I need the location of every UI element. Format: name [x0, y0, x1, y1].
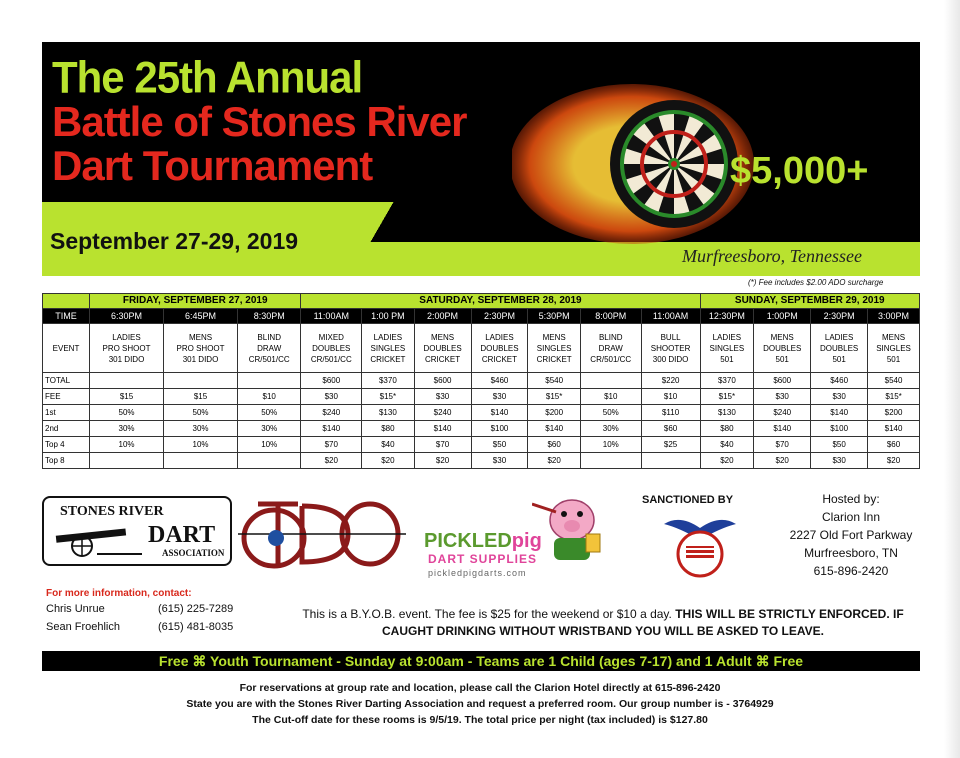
payout-cell: $20 [362, 453, 414, 469]
payout-cell: $540 [868, 373, 920, 389]
event-cell [238, 324, 301, 373]
payout-cell: $140 [301, 421, 362, 437]
payout-cell: 10% [90, 437, 164, 453]
payout-row [43, 405, 920, 421]
payout-cell: $240 [754, 405, 811, 421]
cannon-icon [52, 522, 148, 558]
day-header: SUNDAY, SEPTEMBER 29, 2019 [700, 294, 919, 309]
payout-cell: $40 [700, 437, 754, 453]
prize-amount: $5,000+ [730, 150, 869, 192]
byob-warning: THIS WILL BE STRICTLY ENFORCED. IF CAUGHT DRINKING WITHOUT WRISTBAND YOU WILL BE ASKED TO LEAVE. [382, 607, 904, 638]
banner-slant [342, 202, 422, 242]
payout-cell: $600 [414, 373, 471, 389]
time-cell: 12:30PM [700, 309, 754, 324]
payout-cell: 10% [580, 437, 641, 453]
flaming-dartboard-icon [512, 72, 762, 252]
payout-cell: $240 [301, 405, 362, 421]
event-line: MENS [770, 332, 794, 342]
payout-cell [580, 453, 641, 469]
payout-cell: $30 [811, 453, 868, 469]
event-line: DOUBLES [312, 343, 351, 353]
event-line: DRAW [598, 343, 623, 353]
hotel-reservation-info [60, 680, 900, 728]
payout-cell [238, 453, 301, 469]
payout-cell: $60 [868, 437, 920, 453]
byob-plain: This is a B.Y.O.B. event. The fee is $25 for the weekend or $10 a day. [302, 607, 672, 621]
payout-cell: $600 [301, 373, 362, 389]
host-line: Hosted by: [822, 492, 880, 506]
title-line-1: The 25th Annual [52, 52, 363, 103]
time-row [43, 309, 920, 324]
title-line-3: Dart Tournament [52, 142, 373, 189]
payout-cell: 50% [90, 405, 164, 421]
payout-cell: 30% [90, 421, 164, 437]
time-cell: 2:30PM [471, 309, 528, 324]
contact-name: Sean Froehlich [46, 621, 120, 633]
payout-cell: $30 [471, 389, 528, 405]
event-row [43, 324, 920, 373]
event-line: SINGLES [370, 343, 406, 353]
time-cell: 5:30PM [528, 309, 580, 324]
payout-cell: $80 [700, 421, 754, 437]
hotel-line: The Cut-off date for these rooms is 9/5/19. The total price per night (tax included) is $127.80 [252, 714, 708, 726]
event-line: SINGLES [536, 343, 572, 353]
payout-cell: $25 [641, 437, 700, 453]
contact-name: Chris Unrue [46, 603, 105, 615]
event-label: EVENT [43, 324, 90, 373]
payout-cell: 30% [238, 421, 301, 437]
payout-cell: $140 [528, 421, 580, 437]
payout-row-label: 1st [43, 405, 90, 421]
payout-cell [90, 453, 164, 469]
event-cell [811, 324, 868, 373]
payout-cell: $20 [301, 453, 362, 469]
event-line: LADIES [712, 332, 742, 342]
event-line: CR/501/CC [310, 354, 352, 364]
event-line: SINGLES [876, 343, 911, 353]
event-line: CRICKET [370, 354, 406, 364]
payout-cell: $240 [414, 405, 471, 421]
payout-cell: $10 [641, 389, 700, 405]
event-line: 301 DIDO [108, 354, 145, 364]
payout-cell: $70 [301, 437, 362, 453]
payout-cell: $220 [641, 373, 700, 389]
event-line: CRICKET [481, 354, 518, 364]
payout-cell: 30% [580, 421, 641, 437]
time-cell: 2:30PM [811, 309, 868, 324]
event-line: 501 [832, 354, 846, 364]
event-line: LADIES [824, 332, 854, 342]
payout-cell: $15* [868, 389, 920, 405]
time-label: TIME [43, 309, 90, 324]
byob-notice [280, 606, 926, 640]
payout-cell: $540 [528, 373, 580, 389]
pickled-pig-url: pickledpigdarts.com [428, 568, 527, 578]
day-header-row [43, 294, 920, 309]
time-cell: 2:00PM [414, 309, 471, 324]
payout-cell: $60 [528, 437, 580, 453]
payout-cell: $140 [754, 421, 811, 437]
time-cell: 1:00PM [754, 309, 811, 324]
day-header-spacer [43, 294, 90, 309]
payout-cell: $20 [868, 453, 920, 469]
tdo-logo [238, 494, 408, 576]
contact-phone: (615) 481-8035 [158, 621, 234, 633]
payout-cell: $50 [811, 437, 868, 453]
event-line: MENS [188, 332, 213, 342]
payout-row [43, 421, 920, 437]
title-line-2: Battle of Stones River [52, 98, 467, 145]
day-header: FRIDAY, SEPTEMBER 27, 2019 [90, 294, 301, 309]
event-line: DOUBLES [423, 343, 462, 353]
time-cell: 11:00AM [301, 309, 362, 324]
payout-cell: $15* [528, 389, 580, 405]
payout-cell: $15 [164, 389, 238, 405]
logo-dart: DART [148, 522, 216, 548]
payout-cell: $30 [754, 389, 811, 405]
time-cell: 6:45PM [164, 309, 238, 324]
stones-river-dart-association-logo [42, 496, 232, 566]
payout-cell: 30% [164, 421, 238, 437]
payout-cell: $30 [471, 453, 528, 469]
event-line: 501 [775, 354, 789, 364]
event-line: DOUBLES [820, 343, 859, 353]
payout-cell: $200 [868, 405, 920, 421]
pig-mascot-icon [532, 494, 612, 562]
event-cell [301, 324, 362, 373]
event-line: BLIND [257, 332, 281, 342]
payout-cell [164, 453, 238, 469]
payout-cell: $20 [414, 453, 471, 469]
ado-eagle-logo [660, 510, 740, 580]
payout-cell: $100 [811, 421, 868, 437]
logo-association: ASSOCIATION [162, 548, 225, 558]
payout-cell: $30 [414, 389, 471, 405]
payout-cell [580, 373, 641, 389]
tournament-dates: September 27-29, 2019 [50, 228, 299, 254]
pig-part: pig [511, 530, 542, 552]
event-line: MENS [542, 332, 566, 342]
payout-cell [164, 373, 238, 389]
payout-cell: $100 [471, 421, 528, 437]
event-line: LADIES [485, 332, 514, 342]
payout-row-label: TOTAL [43, 373, 90, 389]
event-line: CR/501/CC [248, 354, 290, 364]
payout-row [43, 453, 920, 469]
payout-cell: $140 [868, 421, 920, 437]
payout-cell: $110 [641, 405, 700, 421]
event-line: MENS [881, 332, 906, 342]
payout-cell: $70 [754, 437, 811, 453]
time-cell: 11:00AM [641, 309, 700, 324]
event-line: 501 [886, 354, 901, 364]
payout-row-label: 2nd [43, 421, 90, 437]
tournament-location: Murfreesboro, Tennessee [682, 246, 862, 266]
payout-cell: $20 [528, 453, 580, 469]
event-line: LADIES [373, 332, 403, 342]
payout-cell: $70 [414, 437, 471, 453]
day-header: SATURDAY, SEPTEMBER 28, 2019 [301, 294, 700, 309]
host-line: 2227 Old Fort Parkway [789, 528, 913, 542]
event-line: CRICKET [536, 354, 572, 364]
event-line: SHOOTER [650, 343, 691, 353]
host-line: Murfreesboro, TN [804, 546, 898, 560]
payout-cell: 50% [580, 405, 641, 421]
event-line: DOUBLES [763, 343, 802, 353]
payout-row-label: Top 8 [43, 453, 90, 469]
hotel-line: State you are with the Stones River Darting Association and request a preferred room. Our group number is - 3764929 [186, 698, 774, 710]
host-info [776, 490, 926, 580]
pickled-pig-subtitle: DART SUPPLIES [428, 552, 538, 566]
event-line: LADIES [112, 332, 141, 342]
event-line: CRICKET [424, 354, 461, 364]
time-cell: 3:00PM [868, 309, 920, 324]
payout-cell: $80 [362, 421, 414, 437]
time-cell: 8:30PM [238, 309, 301, 324]
event-cell [471, 324, 528, 373]
payout-cell: $15 [90, 389, 164, 405]
payout-row [43, 437, 920, 453]
time-cell: 6:30PM [90, 309, 164, 324]
payout-cell: 50% [238, 405, 301, 421]
payout-cell: $40 [362, 437, 414, 453]
event-line: SINGLES [709, 343, 745, 353]
payout-cell: $10 [580, 389, 641, 405]
payout-cell: 10% [164, 437, 238, 453]
payout-row [43, 373, 920, 389]
host-line: Clarion Inn [821, 510, 881, 524]
event-line: 301 DIDO [182, 354, 219, 364]
event-cell [754, 324, 811, 373]
event-cell [700, 324, 754, 373]
event-cell [641, 324, 700, 373]
event-cell [580, 324, 641, 373]
event-cell [90, 324, 164, 373]
hotel-line: For reservations at group rate and location, please call the Clarion Hotel directly at 615-896-2420 [239, 682, 721, 694]
event-line: DOUBLES [480, 343, 519, 353]
event-line: DRAW [257, 343, 282, 353]
banner [42, 42, 920, 276]
time-cell: 8:00PM [580, 309, 641, 324]
payout-cell: $370 [362, 373, 414, 389]
event-cell [868, 324, 920, 373]
event-line: BULL [660, 332, 681, 342]
payout-cell: $370 [700, 373, 754, 389]
sanctioned-by-label: SANCTIONED BY [642, 494, 734, 506]
payout-cell: $30 [301, 389, 362, 405]
payout-cell: $15* [700, 389, 754, 405]
contact-title: For more information, contact: [46, 588, 192, 599]
event-line: 501 [720, 354, 734, 364]
payout-cell: $140 [414, 421, 471, 437]
event-line: PRO SHOOT [176, 343, 225, 353]
payout-cell: $600 [754, 373, 811, 389]
event-line: CR/501/CC [590, 354, 632, 364]
payout-cell: $15* [362, 389, 414, 405]
payout-cell: $460 [471, 373, 528, 389]
event-line: MIXED [318, 332, 344, 342]
payout-cell: $10 [238, 389, 301, 405]
payout-cell [641, 453, 700, 469]
payout-cell: $60 [641, 421, 700, 437]
payout-cell: $50 [471, 437, 528, 453]
youth-tournament-banner: Free ⌘ Youth Tournament - Sunday at 9:00am - Teams are 1 Child (ages 7-17) and 1 Adult ⌘ Free [42, 651, 920, 671]
payout-cell [238, 373, 301, 389]
contact-phone: (615) 225-7289 [158, 603, 234, 615]
fee-note: (*) Fee includes $2.00 ADO surcharge [748, 278, 884, 287]
pickled-pig-name [424, 530, 542, 553]
event-cell [414, 324, 471, 373]
payout-cell: $30 [811, 389, 868, 405]
pickled-part: PICKLED [424, 530, 512, 552]
event-line: 300 DIDO [652, 354, 689, 364]
payout-cell: $460 [811, 373, 868, 389]
host-line: 615-896-2420 [813, 564, 889, 578]
payout-row-label: Top 4 [43, 437, 90, 453]
payout-cell: $140 [811, 405, 868, 421]
payout-cell: 50% [164, 405, 238, 421]
event-cell [528, 324, 580, 373]
page-edge-shadow [944, 0, 960, 758]
schedule-table [42, 293, 920, 469]
event-line: MENS [430, 332, 455, 342]
event-cell [362, 324, 414, 373]
payout-cell: $140 [471, 405, 528, 421]
time-cell: 1:00 PM [362, 309, 414, 324]
payout-cell: $20 [754, 453, 811, 469]
payout-cell: $20 [700, 453, 754, 469]
payout-cell: $130 [362, 405, 414, 421]
pickled-pig-logo [424, 494, 614, 580]
event-cell [164, 324, 238, 373]
payout-cell: $200 [528, 405, 580, 421]
event-line: PRO SHOOT [102, 343, 151, 353]
payout-cell: 10% [238, 437, 301, 453]
payout-row-label: FEE [43, 389, 90, 405]
payout-row [43, 389, 920, 405]
payout-cell: $130 [700, 405, 754, 421]
logo-title: STONES RIVER [60, 504, 164, 519]
payout-cell [90, 373, 164, 389]
event-line: BLIND [598, 332, 623, 342]
